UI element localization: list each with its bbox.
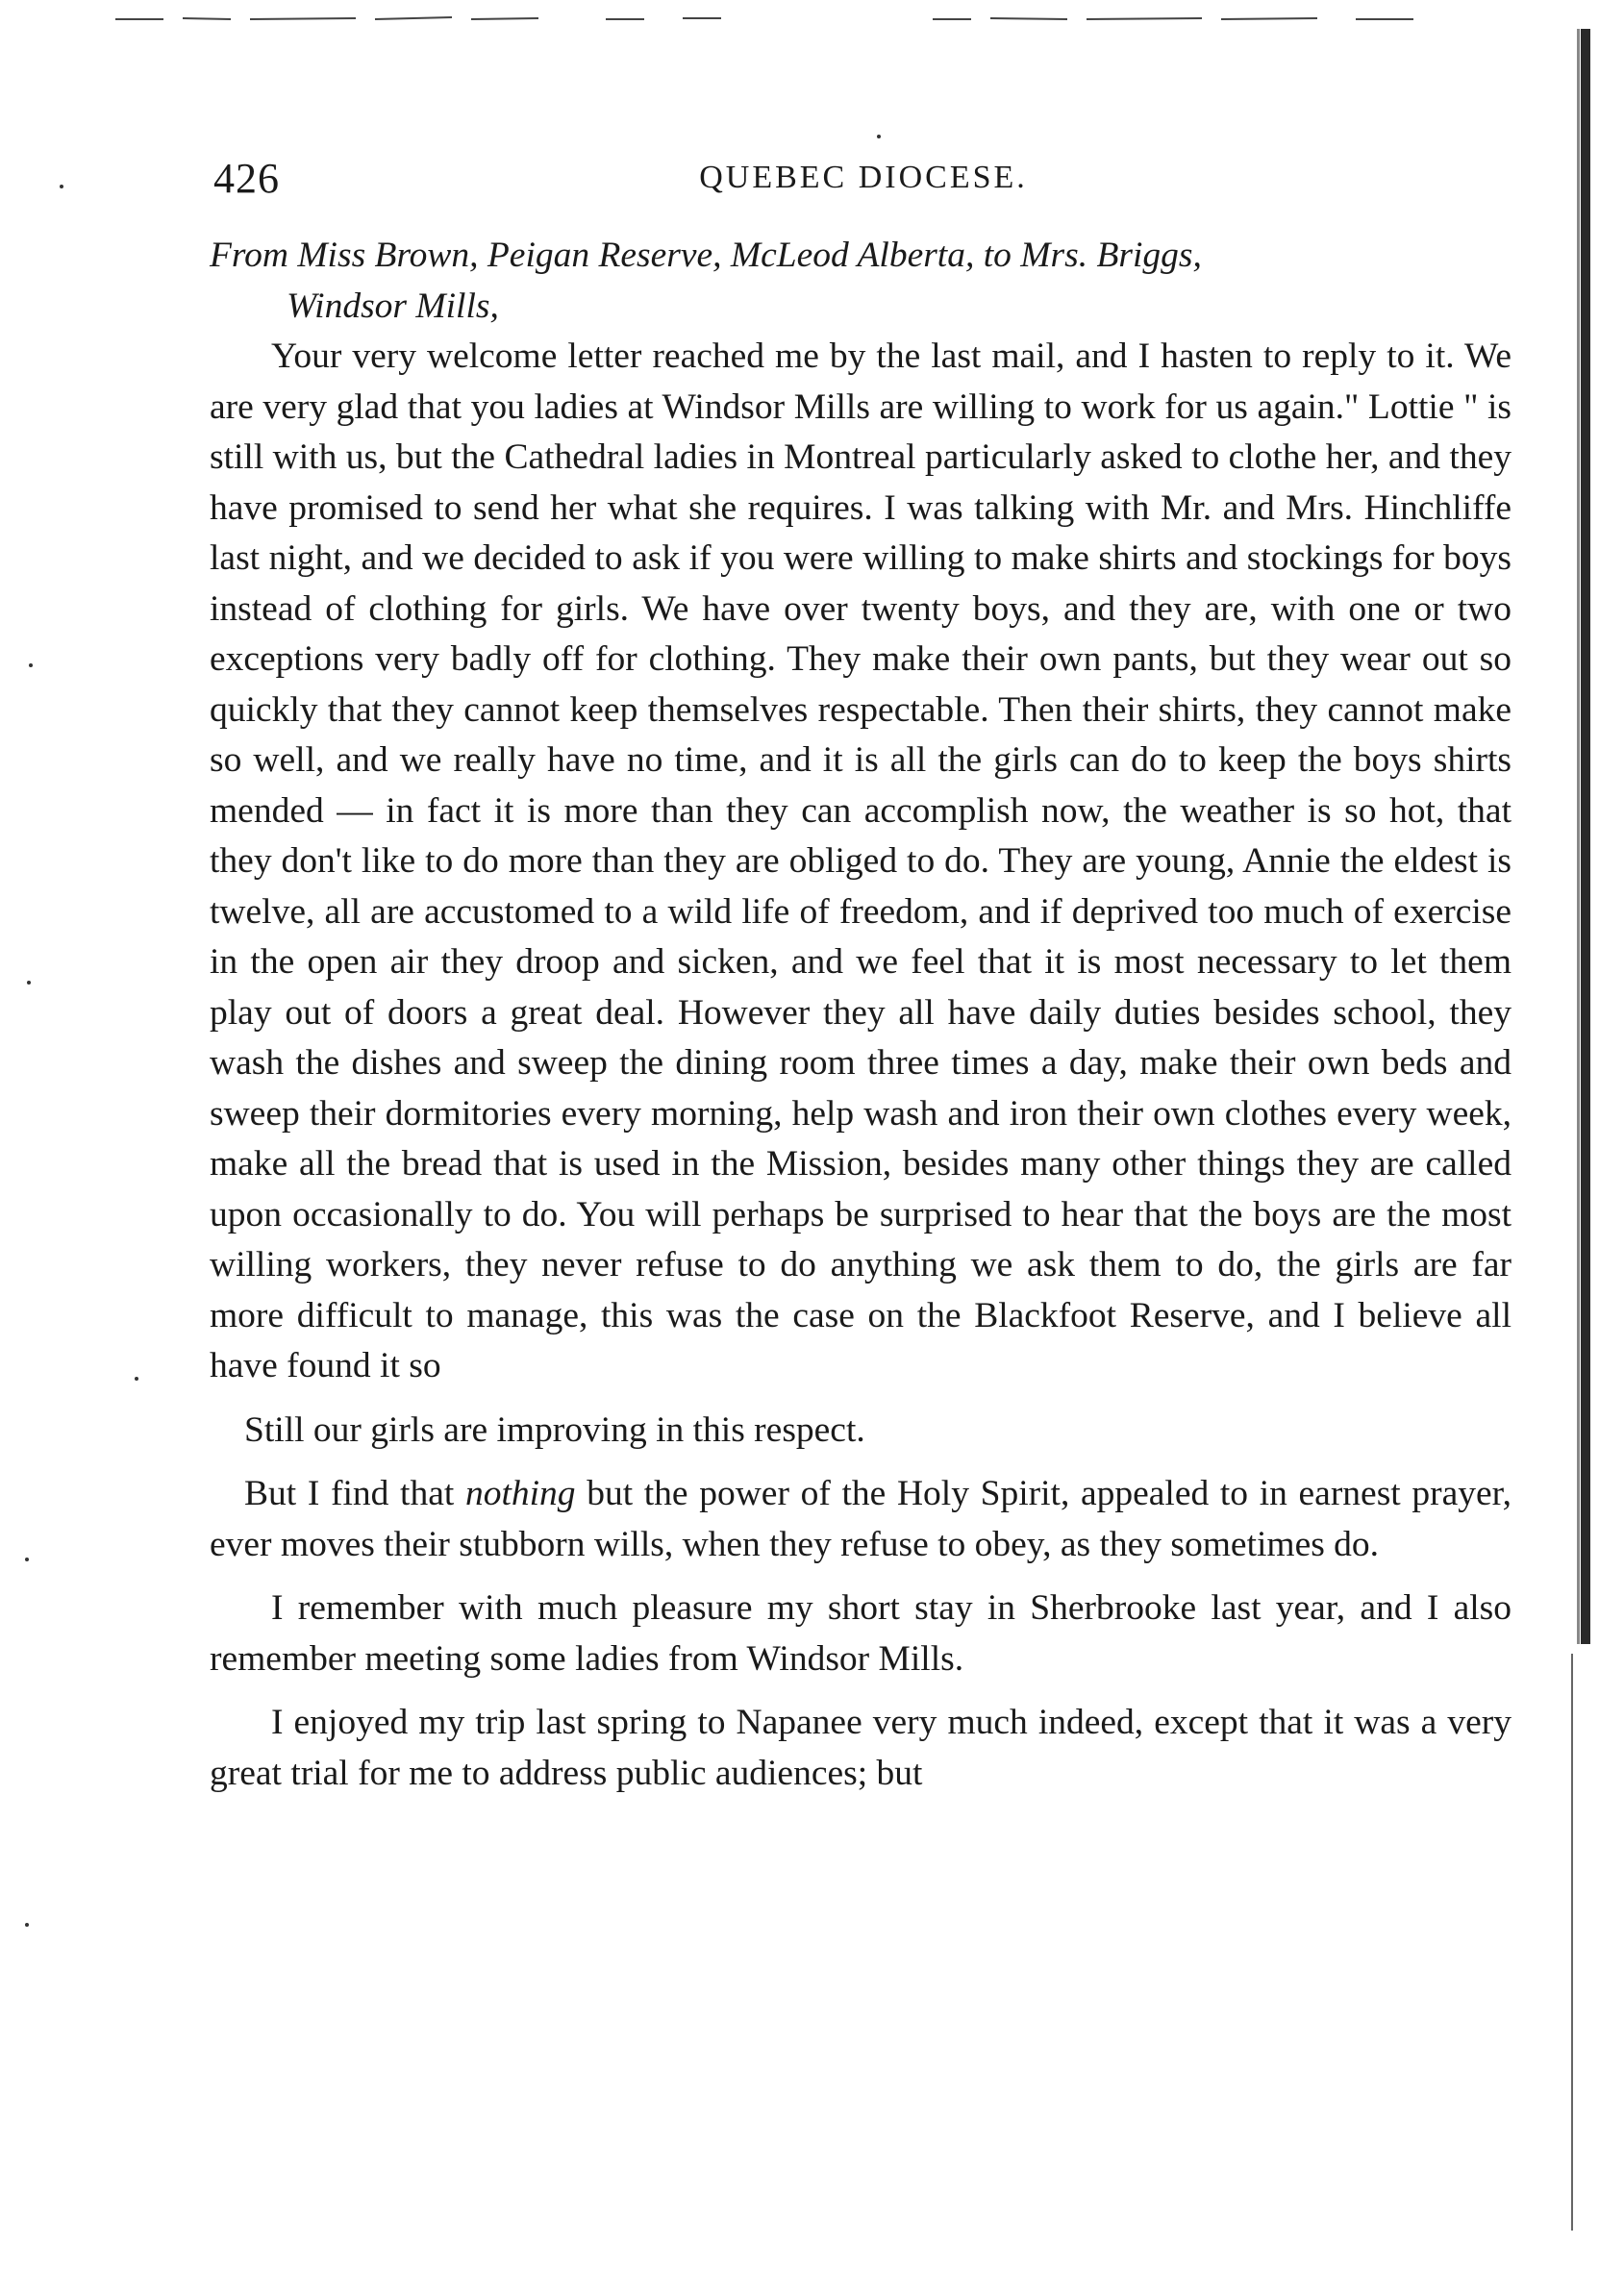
scan-speck <box>60 185 63 188</box>
paragraph-3-text-after: but the power of the Holy Spirit, appealed to in earnest prayer, ever moves their stubborn wills, when they refuse to obey, as they sometimes do. <box>210 1474 1512 1564</box>
scan-speck <box>25 1923 29 1927</box>
page-number: 426 <box>213 155 280 202</box>
paragraph-3 <box>210 1469 1512 1570</box>
paragraph-5: I enjoyed my trip last spring to Napanee very much indeed, except that it was a very great trial for me to address public audiences; but <box>210 1703 1512 1793</box>
scan-noise-top <box>106 8 1433 29</box>
letter-heading <box>210 231 1512 332</box>
page-body <box>210 231 1512 1799</box>
paragraph-2: Still our girls are improving in this respect. <box>244 1409 865 1450</box>
scan-speck <box>135 1377 138 1381</box>
scan-speck <box>877 135 881 138</box>
paragraph-4: I remember with much pleasure my short stay in Sherbrooke last year, and I also remember meeting some ladies from Windsor Mills. <box>210 1588 1512 1679</box>
paragraph-3-emphasis: nothing <box>464 1474 576 1513</box>
letter-heading-line-2: Windsor Mills, <box>287 286 499 326</box>
scan-speck <box>25 1558 29 1561</box>
letter-heading-line-1: From Miss Brown, Peigan Reserve, McLeod Alberta, to Mrs. Briggs, <box>210 236 1202 275</box>
scan-speck <box>29 663 33 667</box>
binding-edge-lower <box>1569 1654 1575 2231</box>
page-header <box>213 154 1513 212</box>
scan-speck <box>27 981 31 985</box>
paragraph-1: Your very welcome letter reached me by the last mail, and I hasten to reply to it. We are very glad that you ladies at Windsor Mills are willing to work for us again." Lottie " is still with us, but the Cathedral ladies in Montreal particularly asked to clothe her, and they have promised to send her what she requires. I was talking with Mr. and Mrs. Hinchliffe last night, and we decided to ask if you were willing to make shirts and stockings for boys instead of clothing for girls. We have over twenty boys, and they are, with one or two exceptions very badly off for clothing. They make their own pants, but they wear out so quickly that they cannot keep themselves respectable. Then their shirts, they cannot make so well, and we really have no time, and it is all the girls can do to keep the boys shirts mended — in fact it is more than they can accomplish now, the weather is so hot, that they don't like to do more than they are obliged to do. They are young, Annie the eldest is twelve, all are accustomed to a wild life of freedom, and if deprived too much of exercise in the open air they droop and sicken, and we feel that it is most necessary to let them play out of doors a great deal. However they all have daily duties besides school, they wash the dishes and sweep the dining room three times a day, make their own beds and sweep their dormitories every morning, help wash and iron their own clothes every week, make all the bread that is used in the Mission, besides many other things they are called upon occasionally to do. You will perhaps be surprised to hear that the boys are the most willing workers, they never refuse to do anything we ask them to do, the girls are far more difficult to manage, this was the case on the Blackfoot Reserve, and I believe all have found it so <box>210 337 1512 1385</box>
paragraph-3-text-before: But I find that <box>244 1474 455 1513</box>
running-head: QUEBEC DIOCESE. <box>699 160 1028 195</box>
binding-edge <box>1577 29 1592 1644</box>
